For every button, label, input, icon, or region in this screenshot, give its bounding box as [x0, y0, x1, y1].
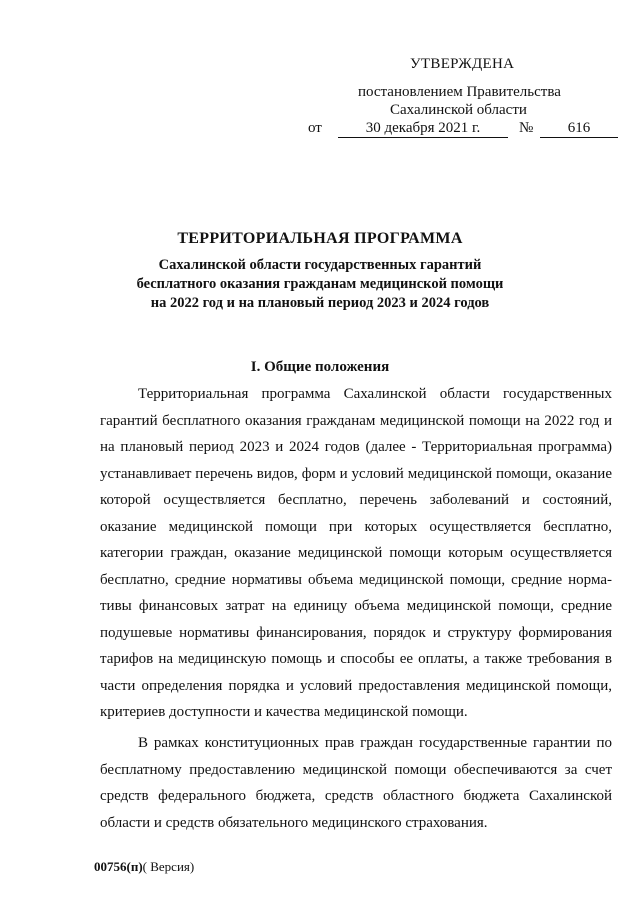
approval-line-2: Сахалинской области	[390, 102, 527, 118]
approval-date-line	[308, 120, 613, 142]
paragraph-constitutional-rights: В рамках конституционных прав граждан государственные гарантии по бесплатному предоставлению медицинской помощи обеспечиваются за счет средств федерального бюджета, средств областного бюджета Сахалинской области и средств обязательного медицинского страхования.	[100, 735, 612, 831]
document-footer	[94, 859, 194, 875]
program-subtitle-line-3: на 2022 год и на плановый период 2023 и 2024 годов	[150, 295, 490, 311]
date-prefix: от	[308, 120, 322, 136]
approval-title: УТВЕРЖДЕНА	[410, 56, 515, 72]
section-heading: I. Общие положения	[250, 359, 390, 375]
approval-date: 30 декабря 2021 г.	[338, 120, 508, 138]
document-version: ( Версия)	[142, 859, 195, 874]
program-subtitle-line-1: Сахалинской области государственных гарантий	[158, 257, 482, 273]
program-title: ТЕРРИТОРИАЛЬНАЯ ПРОГРАММА	[177, 230, 463, 247]
number-prefix: №	[519, 120, 534, 136]
paragraph-general-provisions: Территориальная программа Сахалинской области государственных гарантий бесплатного оказания гражданам медицинской помощи на 2022 год и на плановый период 2023 и 2024 годов (далее - Территориальная программа) устанавливает перечень видов, форм и условий медицинской помощи, оказание которой осуществляется бесплатно, перечень заболеваний и состояний, оказание медицинской помощи при которых осуществляется бесплатно, категории граждан, оказание медицинской помощи которым осуществляется бесплатно, средние нормативы объема медицинской помощи, средние нормативы финансовых затрат на единицу объема медицинской помощи, средние подушевые нормативы финансирования, порядок и структуру формирования тарифов на медицинскую помощь и способы ее оплаты, а также требования в части определения порядка и условий предоставления медицинской помощи, критериев доступности и качества медицинской помощи.	[100, 386, 612, 720]
program-subtitle-line-2: бесплатного оказания гражданам медицинской помощи	[136, 276, 504, 292]
approval-line-1: постановлением Правительства	[358, 84, 561, 100]
document-code: 00756(п)	[94, 859, 143, 874]
approval-number: 616	[540, 120, 618, 138]
